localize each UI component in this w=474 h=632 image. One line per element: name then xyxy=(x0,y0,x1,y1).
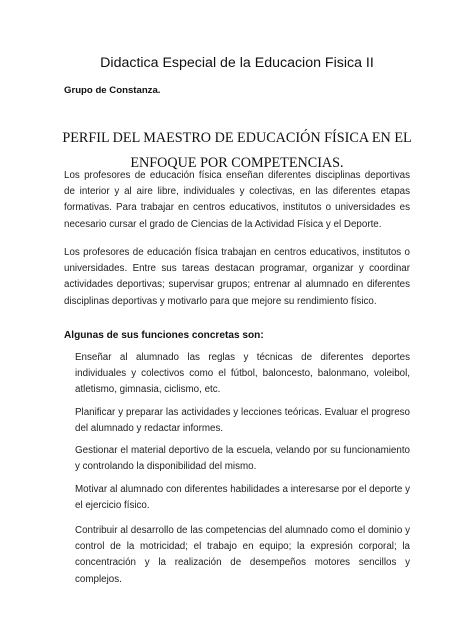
function-item: Planificar y preparar las actividades y lecciones teóricas. Evaluar el progreso del alumnado y redactar informes. xyxy=(75,407,410,435)
function-item: Contribuir al desarrollo de las competencias del alumnado como el dominio y control de la motricidad; el trabajo en equipo; la expresión corporal; la concentración y la realización de desempeños motores sencillos y complejos. xyxy=(75,525,410,585)
document-title: Didactica Especial de la Educacion Fisica II xyxy=(100,55,374,71)
function-item: Motivar al alumnado con diferentes habilidades a interesarse por el deporte y el ejercicio físico. xyxy=(75,484,410,512)
function-item: Enseñar al alumnado las reglas y técnicas de diferentes deportes individuales y colectivos como el fútbol, baloncesto, balonmano, voleibol, atletismo, gimnasia, ciclismo, etc. xyxy=(75,352,410,396)
paragraph: Los profesores de educación física enseñan diferentes disciplinas deportivas de interior y al aire libre, individuales y colectivas, en las diferentes etapas formativas. Para trabajar en centros educativos, institutos o universidades es necesario cursar el grado de Ciencias de la Actividad Física y el Deporte. xyxy=(64,170,410,230)
functions-heading: Algunas de sus funciones concretas son: xyxy=(64,330,264,341)
group-label: Grupo de Constanza. xyxy=(64,85,161,96)
function-item: Gestionar el material deportivo de la escuela, velando por su funcionamiento y controlando la disponibilidad del mismo. xyxy=(75,445,410,473)
main-heading: PERFIL DEL MAESTRO DE EDUCACIÓN FÍSICA EN EL ENFOQUE POR COMPETENCIAS. xyxy=(62,130,412,171)
paragraph: Los profesores de educación física trabajan en centros educativos, institutos o universidades. Entre sus tareas destacan programar, organizar y coordinar actividades deportivas; supervisar grupos; entrenar al alumnado en diferentes disciplinas deportivas y motivarlo para que mejore su rendimiento físico. xyxy=(64,247,410,307)
